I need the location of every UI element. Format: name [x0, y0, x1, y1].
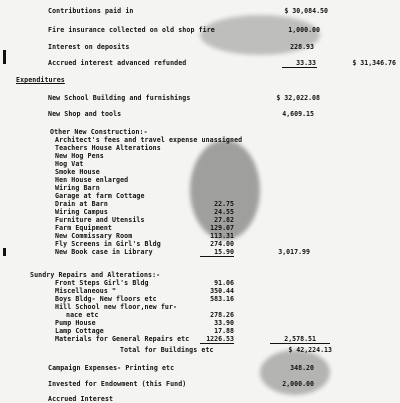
- construction-item: New Hog Pens: [55, 152, 104, 160]
- receipt-amount: 228.93: [290, 43, 314, 51]
- receipt-line: Contributions paid in: [48, 7, 134, 15]
- repair-item: nace etc: [66, 311, 99, 319]
- subtotal-rule: [200, 256, 234, 257]
- construction-amount: 15.90: [214, 248, 234, 256]
- construction-item: Farm Equipment: [55, 224, 112, 232]
- construction-total: 3,017.99: [278, 248, 310, 256]
- subtotal-rule: [282, 67, 317, 68]
- receipt-line: Fire insurance collected on old shop fire: [48, 26, 215, 34]
- repair-item: Boys Bldg- New floors etc: [55, 295, 157, 303]
- construction-amount: 27.82: [214, 216, 234, 224]
- section-heading: Expenditures: [16, 76, 65, 84]
- scan-edge-mark: [3, 50, 6, 64]
- scan-edge-mark: [3, 248, 6, 256]
- expense-line: Accrued Interest: [48, 395, 114, 403]
- ink-smudge: [260, 350, 330, 395]
- construction-amount: 22.75: [214, 200, 234, 208]
- construction-item: Furniture and Utensils: [55, 216, 145, 224]
- expense-amount: 4,609.15: [282, 110, 314, 118]
- expense-amount: 348.20: [290, 364, 314, 372]
- construction-amount: 113.31: [210, 232, 234, 240]
- repair-amount: 278.26: [210, 311, 234, 319]
- repair-item: Front Steps Girl's Bldg: [55, 279, 149, 287]
- repair-amount: 33.90: [214, 319, 234, 327]
- construction-item: New Book case in Library: [55, 248, 153, 256]
- expense-line: Invested for Endowment (this Fund): [48, 380, 187, 388]
- repair-amount: 91.06: [214, 279, 234, 287]
- expense-amount: $ 32,022.08: [276, 94, 320, 102]
- receipt-amount: 1,000.00: [288, 26, 320, 34]
- repair-item: Lamp Cottage: [55, 327, 104, 335]
- construction-item: Drain at Barn: [55, 200, 108, 208]
- construction-item: Hen House enlarged: [55, 176, 129, 184]
- construction-item: Smoke House: [55, 168, 100, 176]
- construction-item: Fly Screens in Girl's Bldg: [55, 240, 161, 248]
- construction-amount: 274.00: [210, 240, 234, 248]
- expense-line: Campaign Expenses- Printing etc: [48, 364, 175, 372]
- subsection-heading: Other New Construction:-: [50, 128, 148, 136]
- construction-item: Garage at farm Cottage: [55, 192, 145, 200]
- construction-amount: 24.55: [214, 208, 234, 216]
- construction-item: Wiring Campus: [55, 208, 108, 216]
- expense-line: New Shop and tools: [48, 110, 122, 118]
- receipt-line: Accrued interest advanced refunded: [48, 59, 187, 67]
- buildings-total-label: Total for Buildings etc: [120, 346, 214, 354]
- construction-item: Teachers House Alterations: [55, 144, 161, 152]
- construction-item: New Commissary Room: [55, 232, 133, 240]
- repair-amount: 583.16: [210, 295, 234, 303]
- repair-item: Hill School new floor,new fur-: [55, 303, 178, 311]
- expense-line: New School Building and furnishings: [48, 94, 191, 102]
- buildings-total-amount: $ 42,224.13: [288, 346, 332, 354]
- receipt-amount: $ 30,084.50: [284, 7, 328, 15]
- expense-amount: 2,000.00: [282, 380, 314, 388]
- repair-amount: 17.88: [214, 327, 234, 335]
- construction-item: Hog Vat: [55, 160, 84, 168]
- repair-amount: 1226.53: [206, 335, 234, 343]
- repair-item: Miscellaneous ": [55, 287, 117, 295]
- repair-item: Pump House: [55, 319, 96, 327]
- subtotal-rule: [200, 343, 234, 344]
- receipt-amount: 33.33: [296, 59, 316, 67]
- repairs-total: 2,578.51: [284, 335, 316, 343]
- subsection-heading: Sundry Repairs and Alterations:-: [30, 271, 161, 279]
- receipts-total: $ 31,346.76: [352, 59, 396, 67]
- repair-item: Materials for General Repairs etc: [55, 335, 190, 343]
- repair-amount: 350.44: [210, 287, 234, 295]
- construction-item: Wiring Barn: [55, 184, 100, 192]
- construction-amount: 129.07: [210, 224, 234, 232]
- construction-item: Architect's fees and travel expense unassigned: [55, 136, 243, 144]
- receipt-line: Interest on deposits: [48, 43, 130, 51]
- subtotal-rule: [270, 343, 330, 344]
